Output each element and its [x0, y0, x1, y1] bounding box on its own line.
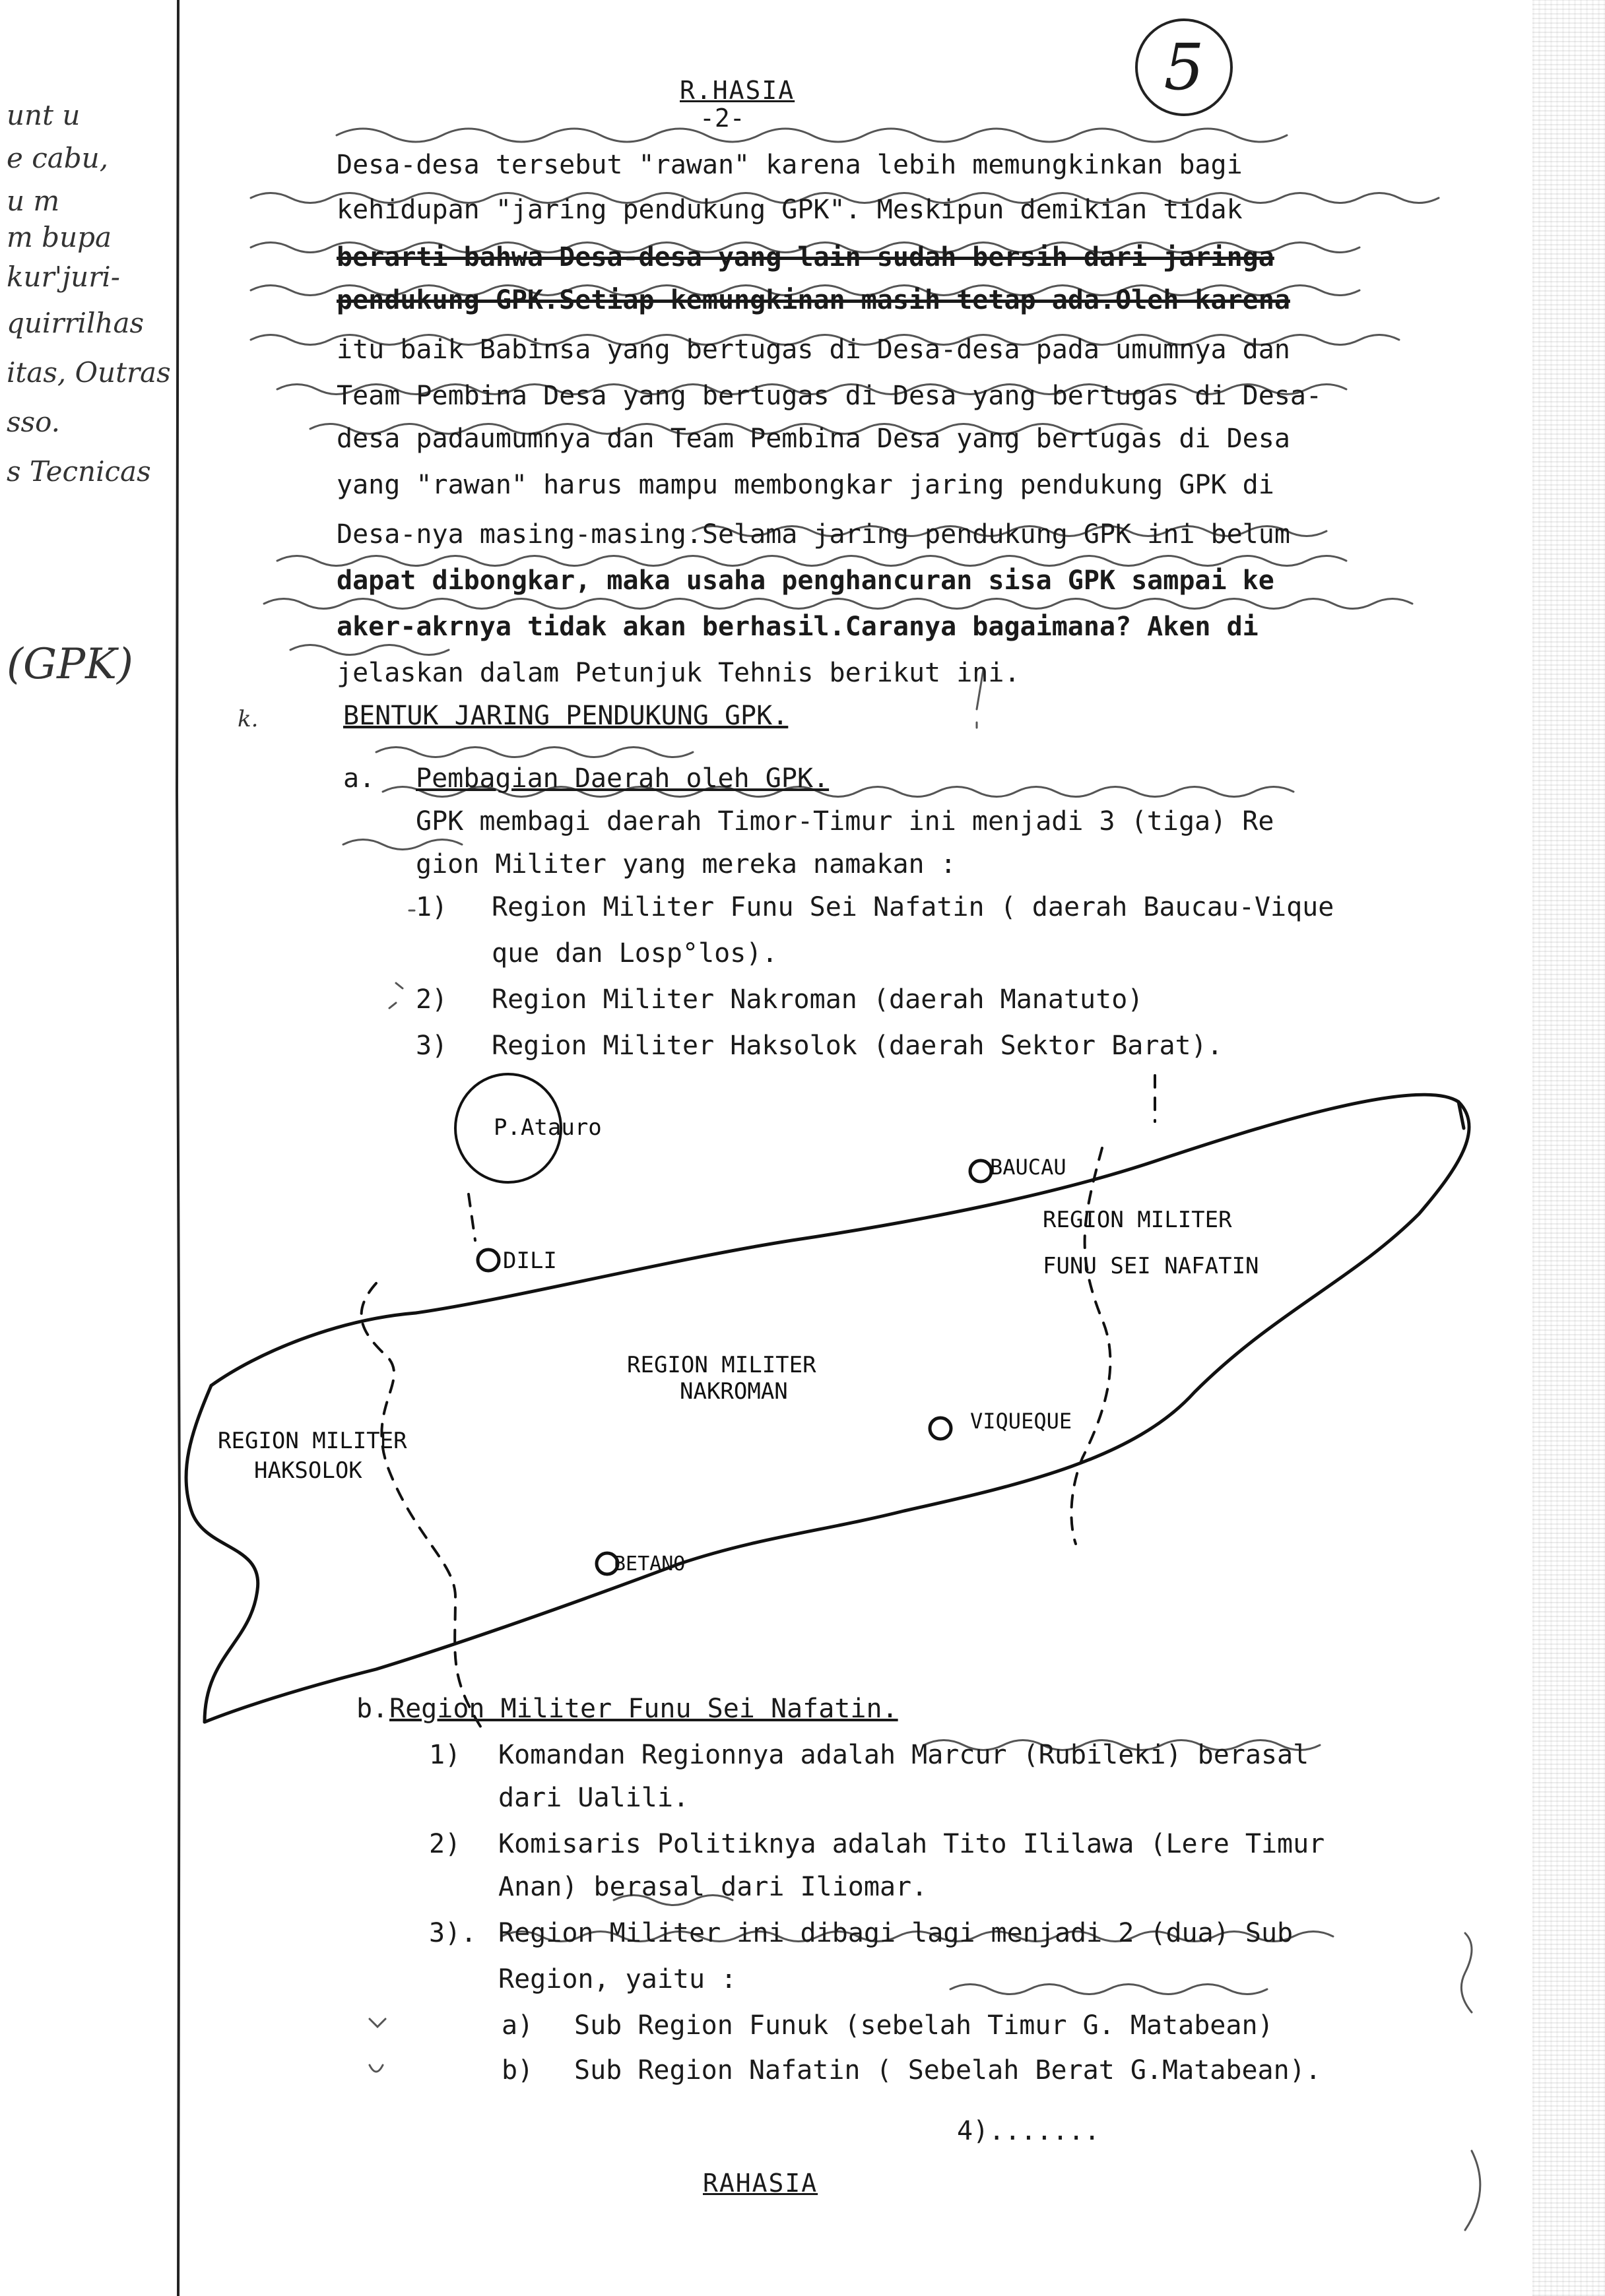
sublist-text: Sub Region Funuk (sebelah Timur G. Matabean) [574, 2010, 1274, 2041]
sublist-label: a) [502, 2010, 534, 2041]
list-item-text: que dan Losp°los). [492, 938, 778, 969]
margin-note: s Tecnicas [7, 455, 151, 488]
list-number: 2) [416, 984, 448, 1015]
list-item-text: Region Militer ini dibagi lagi menjadi 2 (dua) Sub [498, 1918, 1294, 1948]
timor-region-map [165, 1062, 1485, 1788]
section-heading: BENTUK JARING PENDUKUNG GPK. [343, 701, 789, 731]
paragraph-line: yang "rawan" harus mampu membongkar jaring pendukung GPK di [337, 470, 1274, 500]
map-label-viqueque: VIQUEQUE [970, 1409, 1072, 1434]
region-boundary-west [362, 1283, 482, 1729]
list-number: 3). [429, 1918, 477, 1948]
paragraph-line: desa padaumumnya dan Team Pembina Desa yang bertugas di Desa [337, 424, 1290, 454]
paragraph-line: aker-akrnya tidak akan berhasil.Caranya bagaimana? Aken di [337, 612, 1259, 642]
item-title: Region Militer Funu Sei Nafatin. [389, 1694, 898, 1724]
paragraph-line: Desa-desa tersebut "rawan" karena lebih memungkinkan bagi [337, 150, 1243, 180]
header-classification: R.HASIA [680, 76, 795, 105]
map-label-region-east: FUNU SEI NAFATIN [1043, 1253, 1259, 1279]
list-item-text: Anan) berasal dari Iliomar. [498, 1872, 928, 1902]
map-label-region-central: NAKROMAN [680, 1378, 788, 1405]
list-item-text: Region Militer Haksolok (daerah Sektor Barat). [492, 1031, 1223, 1061]
paragraph-line: kehidupan "jaring pendukung GPK". Meskipun demikian tidak [337, 195, 1243, 225]
list-number: 3) [416, 1031, 448, 1061]
paragraph-line-struck: berarti bahwa Desa-desa yang lain sudah bersih dari jaringa [337, 242, 1274, 272]
map-label-region-east: REGION MILITER [1043, 1207, 1232, 1233]
list-item-text: Region Militer Nakroman (daerah Manatuto) [492, 984, 1144, 1015]
list-item-text: dari Ualili. [498, 1783, 689, 1813]
sublist-label: b) [502, 2055, 534, 2086]
paragraph-line: Team Pembina Desa yang bertugas di Desa yang bertugas di Desa- [337, 381, 1323, 411]
margin-note: sso. [7, 406, 61, 438]
margin-note: unt u [7, 99, 81, 131]
item-text: gion Militer yang mereka namakan : [416, 849, 956, 879]
map-label-baucau: BAUCAU [990, 1155, 1066, 1180]
town-marker-dili [478, 1250, 499, 1271]
item-label: b. [356, 1694, 389, 1724]
paragraph-line: dapat dibongkar, maka usaha penghancuran sisa GPK sampai ke [337, 565, 1274, 596]
town-marker-viqueque [930, 1418, 951, 1439]
margin-note: itas, Outras [7, 356, 171, 389]
paragraph-line: Desa-nya masing-masing.Selama jaring pendukung GPK ini belum [337, 519, 1290, 550]
paragraph-line: itu baik Babinsa yang bertugas di Desa-desa pada umumnya dan [337, 335, 1290, 365]
list-item-text: Komisaris Politiknya adalah Tito Ililawa (Lere Timur [498, 1829, 1325, 1859]
continuation-marker: 4)....... [957, 2116, 1100, 2146]
margin-note: m bupa [7, 221, 112, 253]
margin-note: e cabu, [7, 142, 109, 174]
map-label-atauro: P.Atauro [494, 1114, 602, 1141]
list-item-text: Region, yaitu : [498, 1964, 737, 1994]
paragraph-line-struck: pendukung GPK.Setiap kemungkinan masih tetap ada.Oleh karena [337, 285, 1290, 315]
map-label-region-west: HAKSOLOK [254, 1457, 362, 1484]
map-label-region-central: REGION MILITER [627, 1352, 816, 1378]
list-number: 1) [416, 892, 448, 922]
page-number: -2- [700, 104, 745, 133]
paragraph-line: jelaskan dalam Petunjuk Tehnis berikut ini. [337, 658, 1020, 688]
map-label-region-west: REGION MILITER [218, 1428, 407, 1454]
town-marker-baucau [970, 1161, 991, 1182]
list-number: 2) [429, 1829, 461, 1859]
list-number: 1) [429, 1740, 461, 1770]
margin-note: kur'juri- [7, 261, 120, 293]
left-edge-line [0, 0, 198, 2296]
margin-note: k. [238, 706, 259, 732]
footer-classification: RAHASIA [703, 2169, 818, 2198]
island-outline [205, 1095, 1469, 1722]
margin-note: (GPK) [7, 640, 133, 689]
margin-note: u m [7, 185, 60, 217]
item-text: GPK membagi daerah Timor-Timur ini menjadi 3 (tiga) Re [416, 806, 1274, 837]
list-item-text: Region Militer Funu Sei Nafatin ( daerah Baucau-Vique [492, 892, 1334, 922]
item-title: Pembagian Daerah oleh GPK. [416, 763, 830, 794]
map-label-betano: BETANO [614, 1552, 686, 1576]
list-item-text: Komandan Regionnya adalah Marcur (Rubileki) berasal [498, 1740, 1309, 1770]
margin-note: quirrilhas [7, 307, 145, 339]
circled-page-number: 5 [1135, 18, 1233, 116]
map-label-dili: DILI [503, 1248, 557, 1274]
item-label: a. [343, 763, 376, 794]
sublist-text: Sub Region Nafatin ( Sebelah Berat G.Matabean). [574, 2055, 1321, 2086]
